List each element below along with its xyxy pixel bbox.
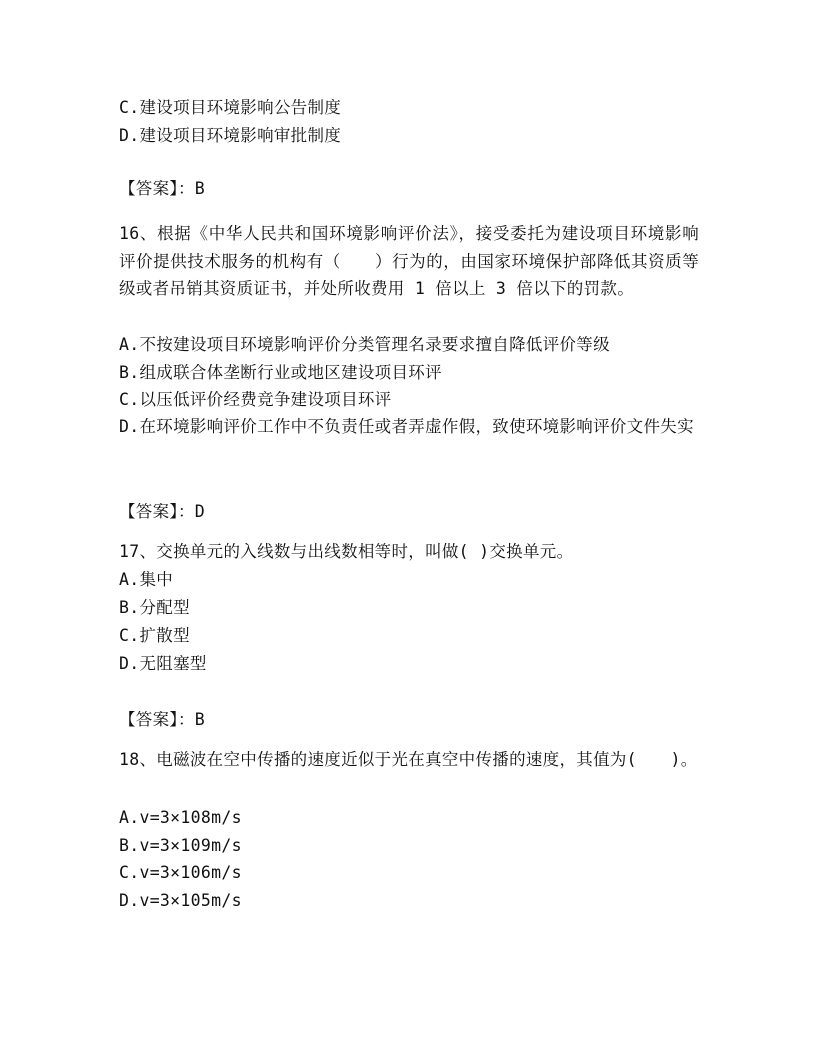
q15-answer: 【答案】：B <box>119 179 205 198</box>
q18-option-a: A.v=3×108m/s <box>119 808 242 827</box>
q18-option-d: D.v=3×105m/s <box>119 891 242 910</box>
q15-option-c: C.建设项目环境影响公告制度 <box>119 98 342 117</box>
q16-option-a: A.不按建设项目环境影响评价分类管理名录要求擅自降低评价等级 <box>119 335 610 354</box>
q16-answer: 【答案】：D <box>119 502 205 521</box>
q17-answer: 【答案】：B <box>119 710 205 729</box>
q17-stem: 17、交换单元的入线数与出线数相等时，叫做( )交换单元。 <box>119 542 574 561</box>
q18-stem: 18、电磁波在空中传播的速度近似于光在真空中传播的速度，其值为( )。 <box>119 750 698 769</box>
q16-stem: 16、根据《中华人民共和国环境影响评价法》，接受委托为建设项目环境影响评价提供技术服务的机构有（ ）行为的，由国家环境保护部降低其资质等级或者吊销其资质证书，并处所收费用 1 倍以上 3 倍以下的罚款。 <box>119 224 699 298</box>
q16-option-d: D.在环境影响评价工作中不负责任或者弄虚作假，致使环境影响评价文件失实 <box>119 417 694 436</box>
q17-option-c: C.扩散型 <box>119 626 190 645</box>
q16-option-c: C.以压低评价经费竞争建设项目环评 <box>119 390 392 409</box>
q17-option-b: B.分配型 <box>119 598 190 617</box>
q18-option-c: C.v=3×106m/s <box>119 863 242 882</box>
q17-option-a: A.集中 <box>119 570 174 589</box>
q16-option-b: B.组成联合体垄断行业或地区建设项目环评 <box>119 363 442 382</box>
q18-option-b: B.v=3×109m/s <box>119 836 242 855</box>
q15-option-d: D.建设项目环境影响审批制度 <box>119 126 342 145</box>
q17-option-d: D.无阻塞型 <box>119 654 207 673</box>
